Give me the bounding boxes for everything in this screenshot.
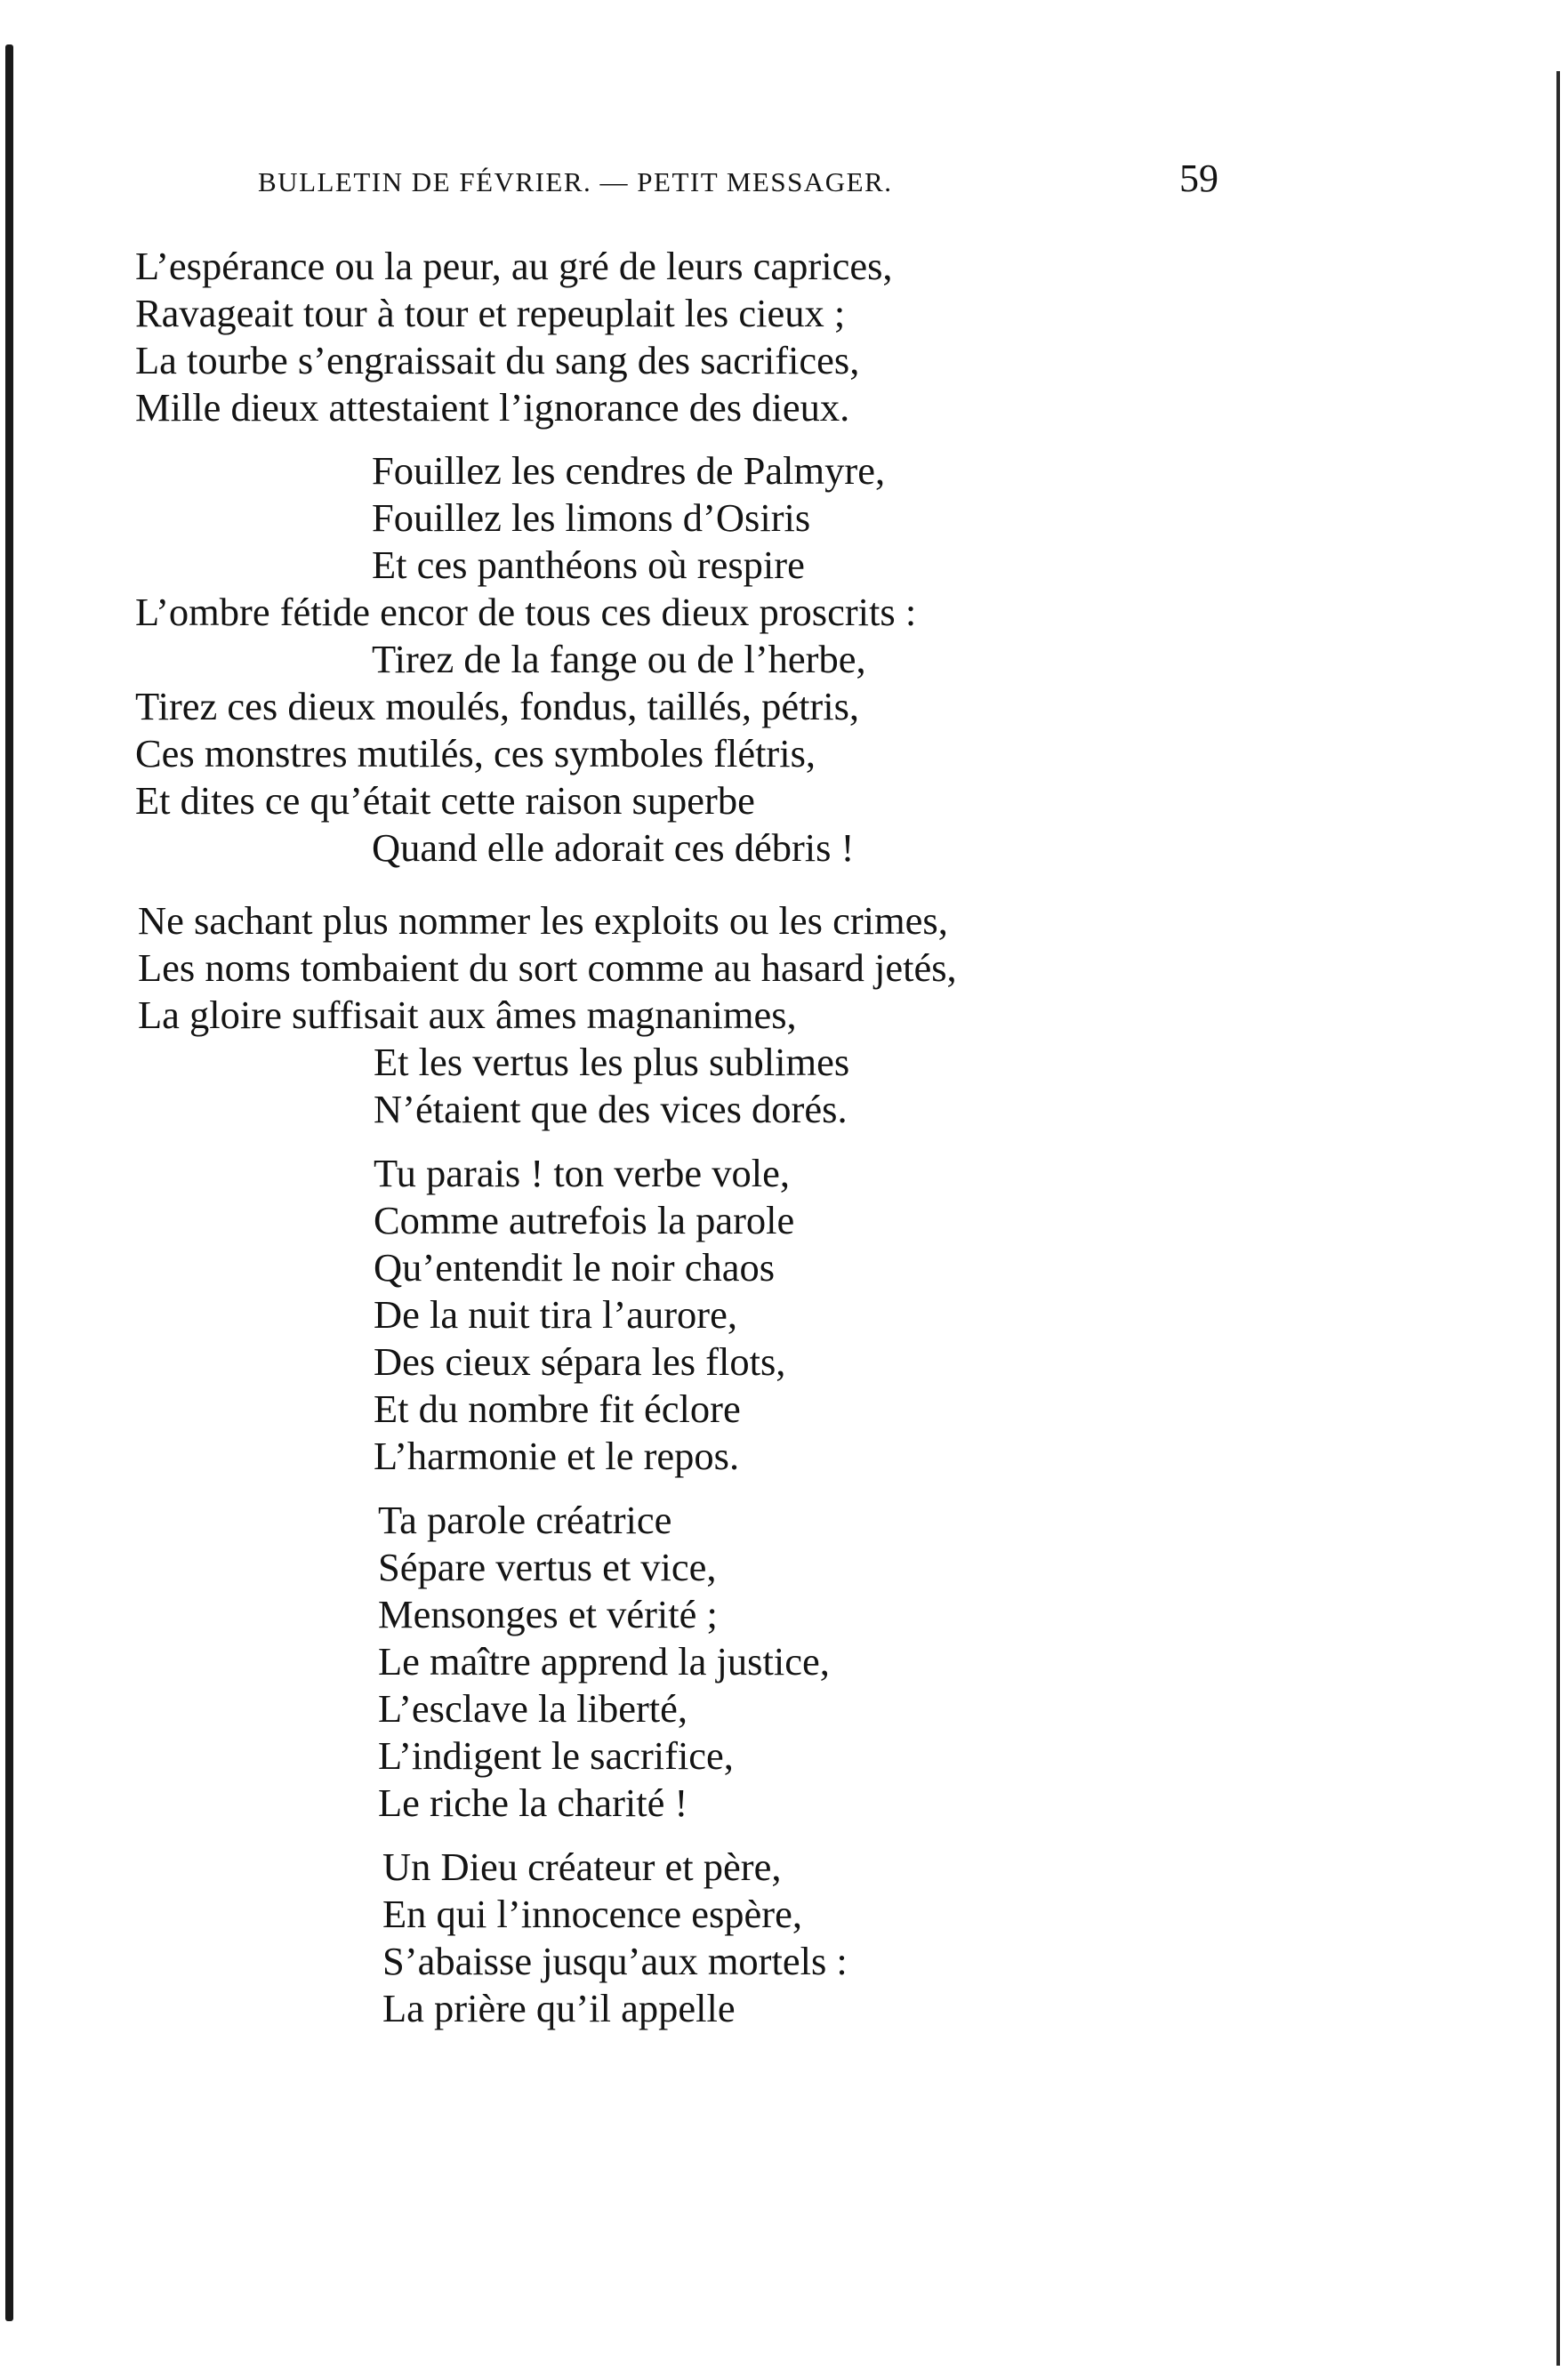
page-header: [258, 156, 1218, 209]
poem-line: Le riche la charité !: [378, 1780, 688, 1825]
poem-line: Ces monstres mutilés, ces symboles flétris,: [135, 731, 816, 776]
poem-line: Les noms tombaient du sort comme au hasard jetés,: [138, 945, 957, 990]
poem-line: Comme autrefois la parole: [374, 1198, 795, 1242]
page-edge-shadow: [5, 44, 13, 2321]
poem-line: L’ombre fétide encor de tous ces dieux proscrits :: [135, 590, 917, 634]
poem-line: De la nuit tira l’aurore,: [374, 1292, 737, 1337]
poem-line: Le maître apprend la justice,: [378, 1639, 830, 1684]
poem-line: Un Dieu créateur et père,: [382, 1845, 782, 1889]
page-number: 59: [1179, 157, 1218, 200]
poem-line: En qui l’innocence espère,: [382, 1892, 802, 1936]
poem-line: L’espérance ou la peur, au gré de leurs caprices,: [135, 244, 893, 288]
poem-line: Quand elle adorait ces débris !: [372, 825, 855, 870]
poem-line: Mille dieux attestaient l’ignorance des dieux.: [135, 385, 850, 430]
poem-line: Et ces panthéons où respire: [372, 543, 805, 587]
poem-line: Et les vertus les plus sublimes: [374, 1040, 850, 1084]
running-title: BULLETIN DE FÉVRIER. — PETIT MESSAGER.: [258, 166, 893, 197]
poem-line: L’esclave la liberté,: [378, 1686, 688, 1731]
page-gutter-line: [1556, 71, 1560, 2366]
poem-line: Tirez de la fange ou de l’herbe,: [372, 637, 866, 681]
poem-line: La tourbe s’engraissait du sang des sacrifices,: [135, 338, 860, 382]
poem-line: La prière qu’il appelle: [382, 1986, 736, 2030]
poem-line: Tu parais ! ton verbe vole,: [374, 1151, 790, 1195]
poem-line: S’abaisse jusqu’aux mortels :: [382, 1939, 848, 1983]
poem-line: La gloire suffisait aux âmes magnanimes,: [138, 993, 797, 1037]
poem-line: Des cieux sépara les flots,: [374, 1339, 786, 1384]
poem-line: Et du nombre fit éclore: [374, 1386, 741, 1431]
poem-line: Tirez ces dieux moulés, fondus, taillés, pétris,: [135, 684, 860, 728]
poem-line: N’étaient que des vices dorés.: [374, 1087, 848, 1131]
poem-line: Ravageait tour à tour et repeuplait les cieux ;: [135, 291, 846, 335]
poem-line: Fouillez les limons d’Osiris: [372, 495, 811, 540]
poem-line: L’harmonie et le repos.: [374, 1434, 740, 1478]
poem-line: L’indigent le sacrifice,: [378, 1733, 734, 1778]
poem-line: Mensonges et vérité ;: [378, 1592, 718, 1636]
poem-line: Ne sachant plus nommer les exploits ou les crimes,: [138, 898, 948, 943]
poem-line: Et dites ce qu’était cette raison superbe: [135, 778, 755, 823]
poem-line: Ta parole créatrice: [378, 1498, 672, 1542]
poem-line: Qu’entendit le noir chaos: [374, 1245, 776, 1290]
poem-line: Fouillez les cendres de Palmyre,: [372, 448, 886, 493]
poem-line: Sépare vertus et vice,: [378, 1545, 717, 1589]
